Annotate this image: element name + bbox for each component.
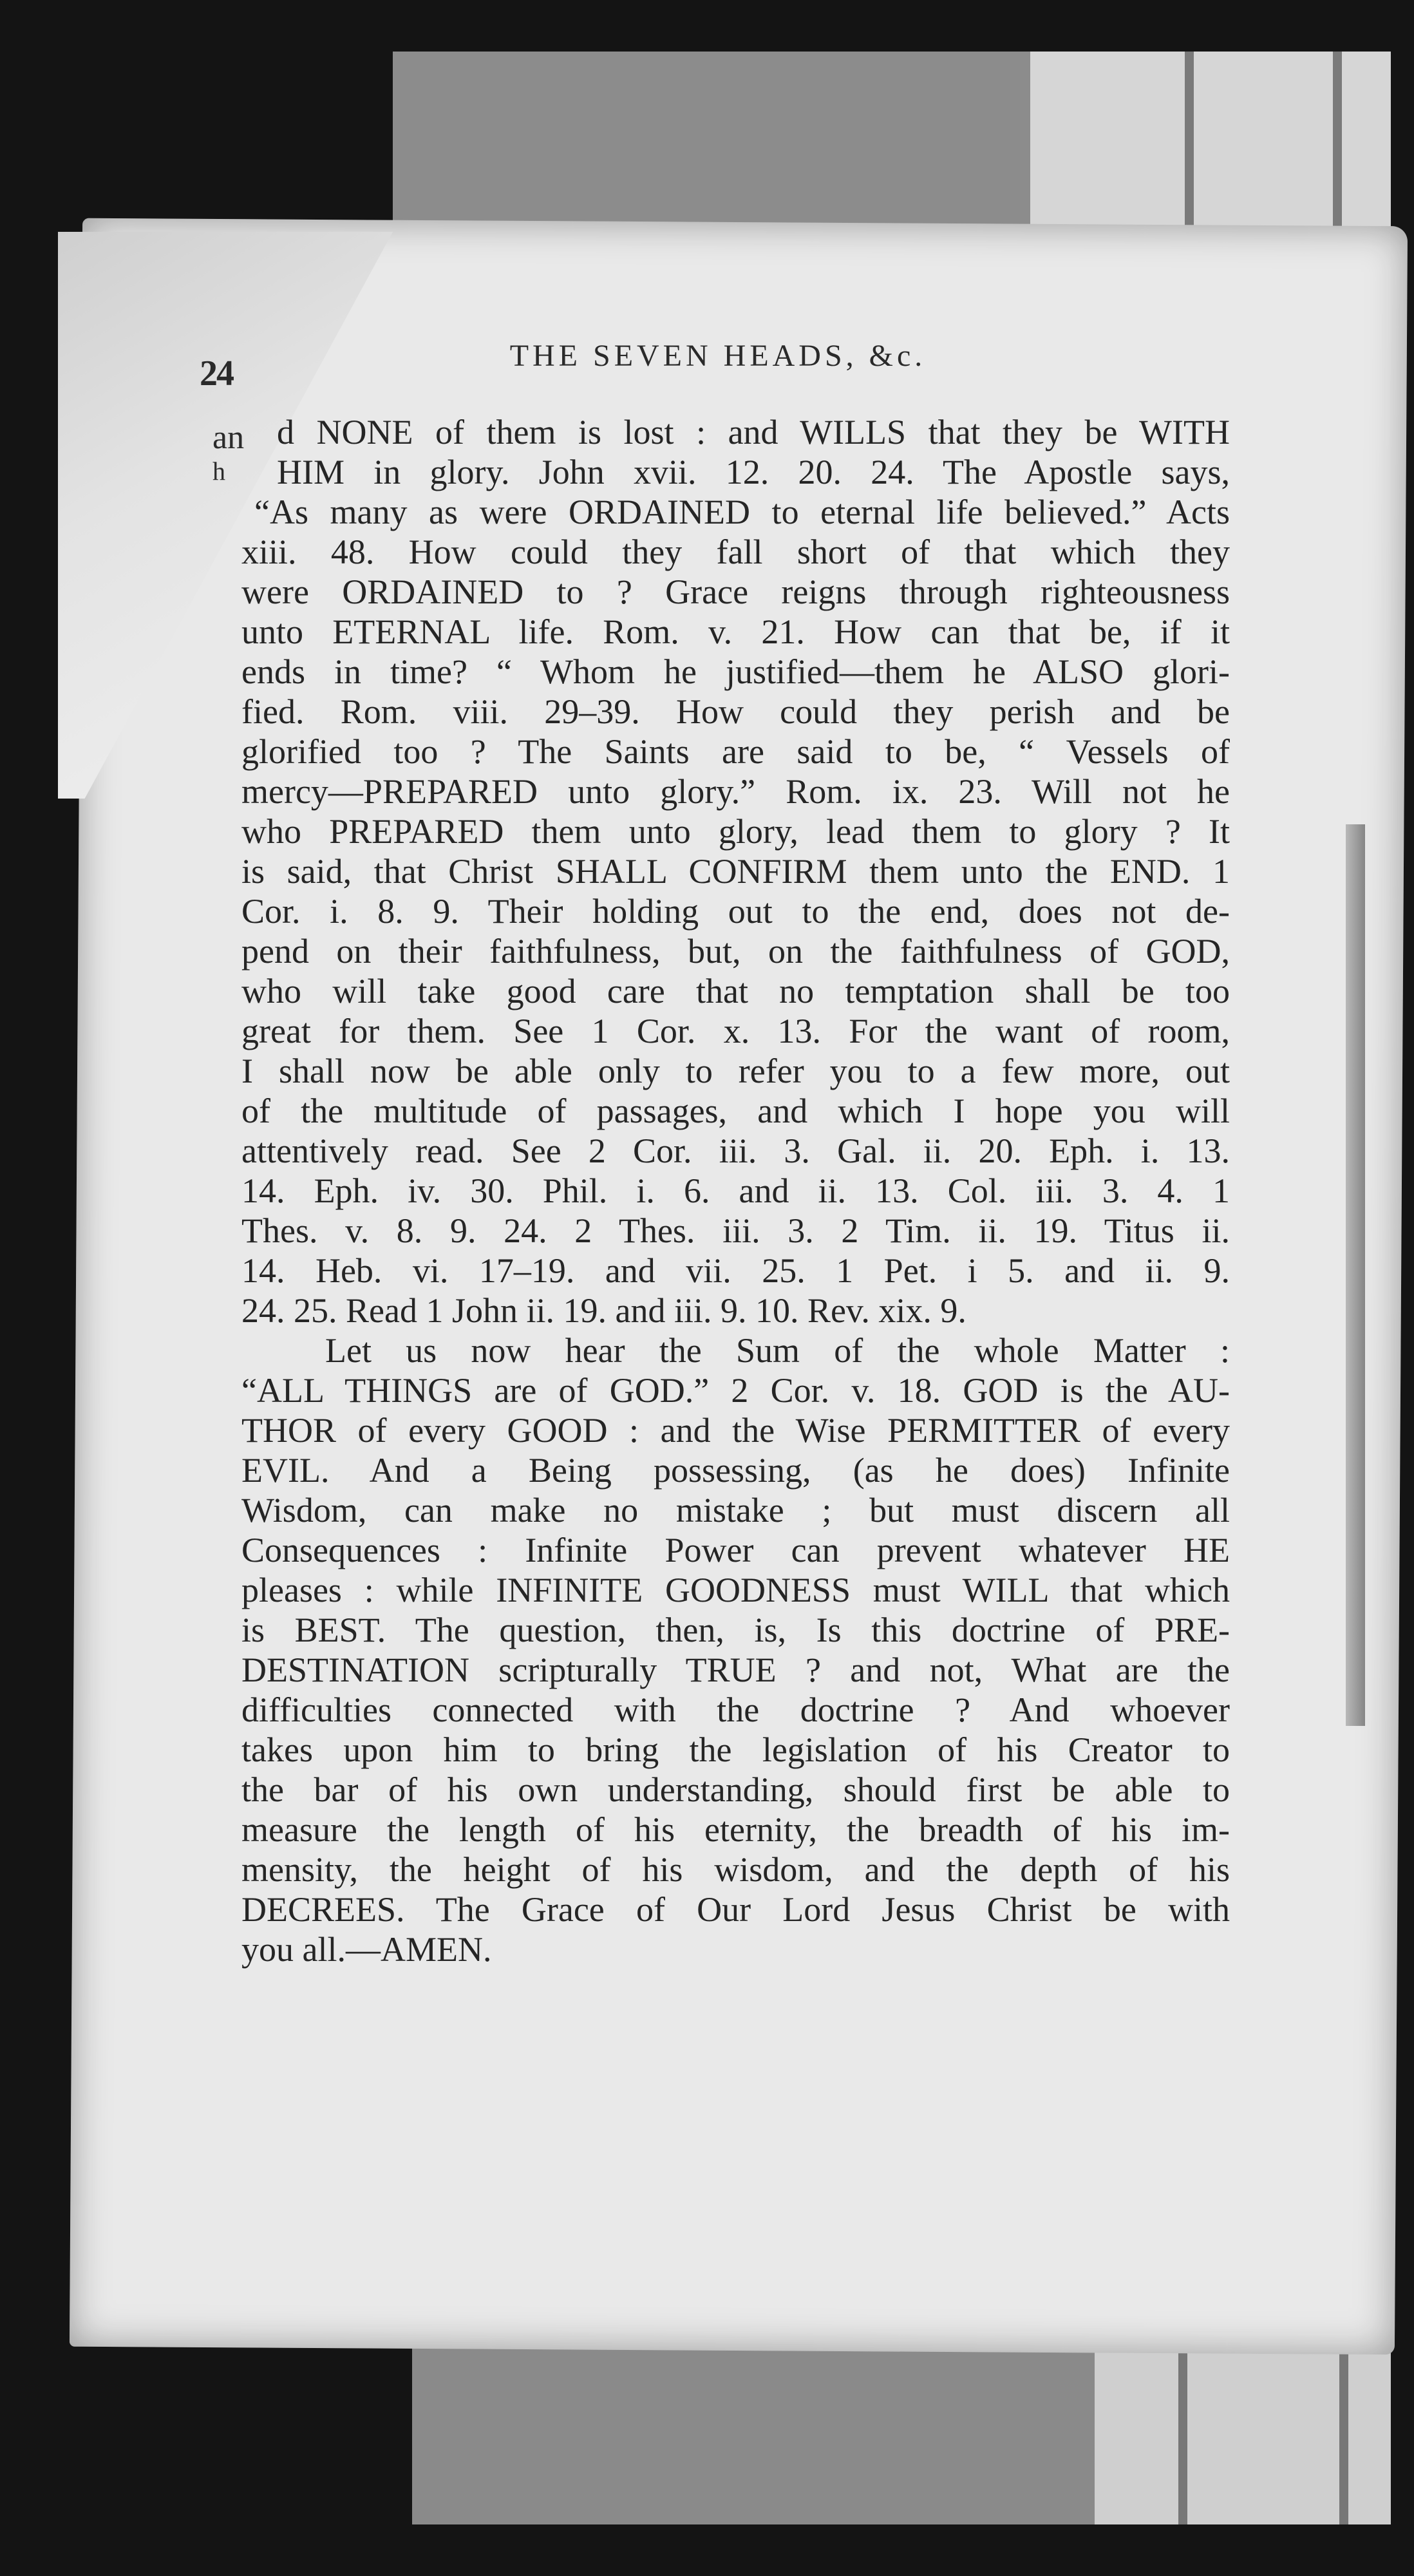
text-line: xiii. 48. How could they fall short of that which they (241, 533, 1230, 571)
text-line: attentively read. See 2 Cor. iii. 3. Gal. ii. 20. Eph. i. 13. (241, 1132, 1230, 1170)
running-header: THE SEVEN HEADS, &c. (509, 339, 927, 373)
text-line: great for them. See 1 Cor. x. 13. For the want of room, (241, 1012, 1230, 1050)
text-line: of the multitude of passages, and which I hope you will (241, 1092, 1230, 1130)
text-line: Consequences : Infinite Power can prevent whatever HE (241, 1531, 1230, 1569)
margin-fragment-1: an (212, 419, 245, 456)
margin-fragment-2: h (212, 457, 225, 486)
scanner-background-bottom-right (1095, 2331, 1391, 2524)
page-number: 24 (200, 354, 233, 393)
text-line: the bar of his own understanding, should first be able to (241, 1770, 1230, 1809)
text-line: 14. Heb. vi. 17–19. and vii. 25. 1 Pet. i 5. and ii. 9. (241, 1251, 1230, 1290)
text-line: takes upon him to bring the legislation of his Creator to (241, 1730, 1230, 1769)
text-line: were ORDAINED to ? Grace reigns through righteousness (241, 573, 1230, 611)
text-line: DESTINATION scripturally TRUE ? and not, What are the (241, 1651, 1230, 1689)
text-line: “As many as were ORDAINED to eternal life believed.” Acts (254, 493, 1230, 531)
text-line: ends in time? “ Whom he justified—them he ALSO glori- (241, 652, 1230, 691)
text-line: difficulties connected with the doctrine ? And whoever (241, 1690, 1230, 1729)
text-line: is said, that Christ SHALL CONFIRM them unto the END. 1 (241, 852, 1230, 891)
body-text (241, 412, 1230, 1969)
text-line: DECREES. The Grace of Our Lord Jesus Christ be with (241, 1890, 1230, 1929)
text-line: you all.—AMEN. (241, 1930, 492, 1969)
text-line: Cor. i. 8. 9. Their holding out to the end, does not de- (241, 892, 1230, 931)
text-line: 24. 25. Read 1 John ii. 19. and iii. 9. 10. Rev. xix. 9. (241, 1291, 966, 1330)
text-line: Wisdom, can make no mistake ; but must discern all (241, 1491, 1230, 1530)
text-line: pleases : while INFINITE GOODNESS must WILL that which (241, 1571, 1230, 1609)
text-line: d NONE of them is lost : and WILLS that they be WITH (277, 413, 1230, 451)
text-line: glorified too ? The Saints are said to be, “ Vessels of (241, 732, 1230, 771)
scanner-background-top-right (1030, 52, 1391, 245)
text-line: Thes. v. 8. 9. 24. 2 Thes. iii. 3. 2 Tim. ii. 19. Titus ii. (241, 1211, 1230, 1250)
text-line: mensity, the height of his wisdom, and the depth of his (241, 1850, 1230, 1889)
text-line: EVIL. And a Being possessing, (as he does) Infinite (241, 1451, 1230, 1490)
text-line: unto ETERNAL life. Rom. v. 21. How can that be, if it (241, 612, 1230, 651)
text-line: THOR of every GOOD : and the Wise PERMITTER of every (241, 1411, 1230, 1450)
text-line: Let us now hear the Sum of the whole Matter : (325, 1331, 1230, 1370)
page-binding-edge (1346, 824, 1365, 1726)
text-line: HIM in glory. John xvii. 12. 20. 24. The Apostle says, (277, 453, 1230, 491)
text-line: who will take good care that no temptation shall be too (241, 972, 1230, 1010)
text-line: 14. Eph. iv. 30. Phil. i. 6. and ii. 13. Col. iii. 3. 4. 1 (241, 1171, 1230, 1210)
text-line: who PREPARED them unto glory, lead them to glory ? It (241, 812, 1230, 851)
text-line: pend on their faithfulness, but, on the faithfulness of GOD, (241, 932, 1230, 971)
scanner-background-bottom (412, 2331, 1108, 2524)
text-line: fied. Rom. viii. 29–39. How could they perish and be (241, 692, 1230, 731)
text-line: is BEST. The question, then, is, Is this doctrine of PRE- (241, 1611, 1230, 1649)
text-line: mercy—PREPARED unto glory.” Rom. ix. 23. Will not he (241, 772, 1230, 811)
text-line: I shall now be able only to refer you to a few more, out (241, 1052, 1230, 1090)
text-line: measure the length of his eternity, the breadth of his im- (241, 1810, 1230, 1849)
text-line: “ALL THINGS are of GOD.” 2 Cor. v. 18. GOD is the AU- (241, 1371, 1230, 1410)
scanner-background-top (393, 52, 1037, 245)
